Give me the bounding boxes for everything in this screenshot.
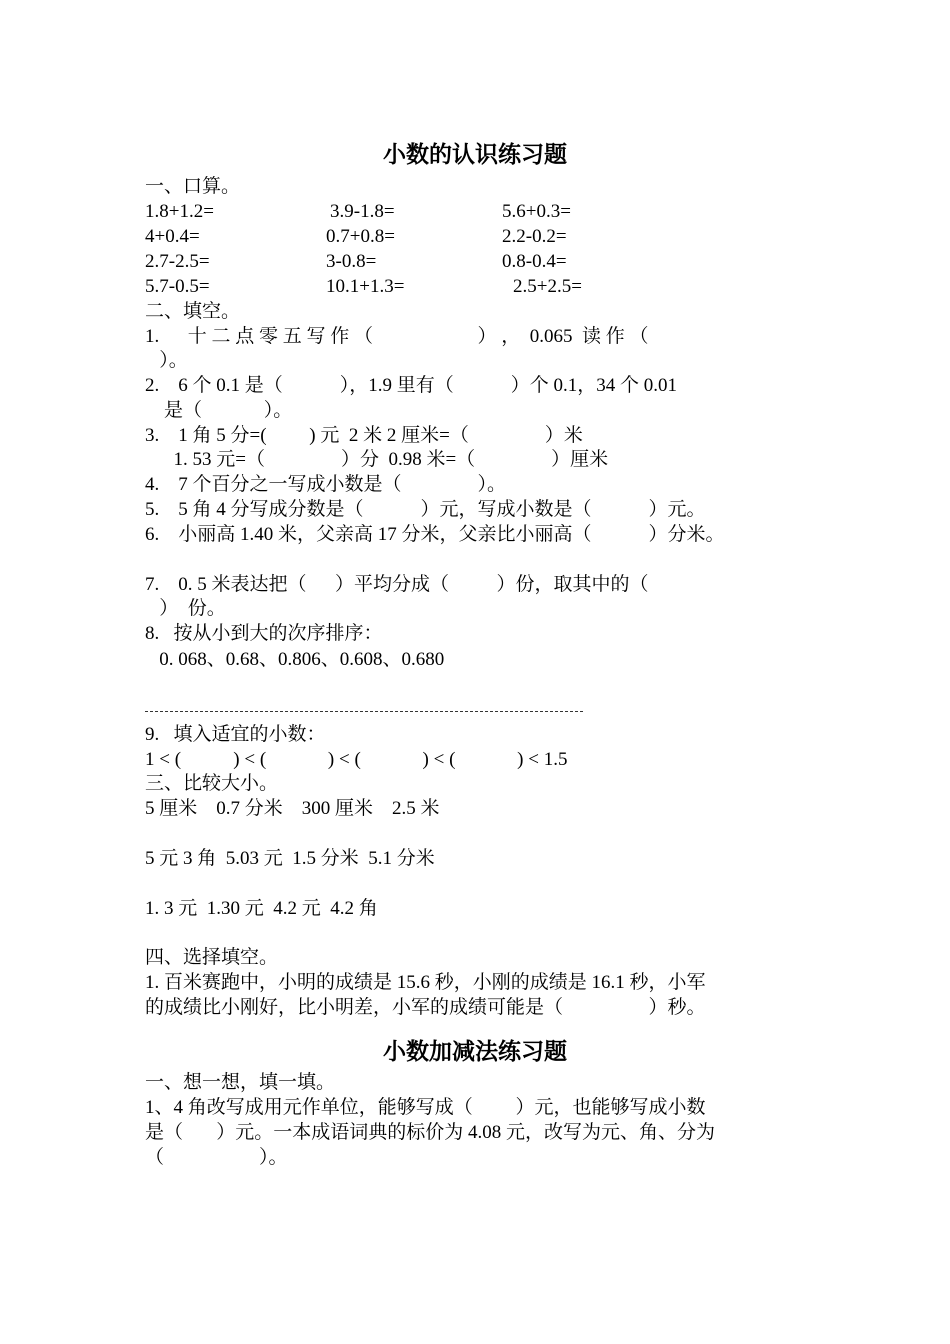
part2-q1-line1: 1、4 角改写成用元作单位，能够写成（ ）元，也能够写成小数 [145, 1097, 706, 1118]
title-decimal-add-subtract: 小数加减法练习题 [383, 1039, 567, 1064]
section3-heading: 三、比较大小。 [145, 773, 279, 794]
part2-q1-line2: 是（ ）元。一本成语词典的标价为 4.08 元，改写为元、角、分为 [145, 1122, 716, 1143]
fill-q8: 8. 按从小到大的次序排序： [145, 623, 383, 644]
fill-q3-line2: 1. 53 元=（ ）分 0.98 米=（ ）厘米 [145, 449, 609, 470]
compare-row-1: 5 厘米 0.7 分米 300 厘米 2.5 米 [145, 798, 440, 819]
oral-calc-item: 0.8-0.4= [502, 251, 567, 272]
choice-q1-line1: 1. 百米赛跑中，小明的成绩是 15.6 秒，小刚的成绩是 16.1 秒，小军 [145, 972, 706, 993]
part2-heading: 一、想一想，填一填。 [145, 1072, 336, 1093]
section2-heading: 二、填空。 [145, 301, 241, 322]
fill-q7-line1: 7. 0. 5 米表达把（ ）平均分成（ ）份，取其中的（ [145, 574, 649, 595]
oral-calc-item: 1.8+1.2= [145, 201, 214, 222]
oral-calc-item: 3.9-1.8= [330, 201, 395, 222]
compare-row-3: 1. 3 元 1.30 元 4.2 元 4.2 角 [145, 898, 378, 919]
fill-q9: 9. 填入适宜的小数： [145, 724, 326, 745]
fill-q4: 4. 7 个百分之一写成小数是（ ）。 [145, 474, 507, 495]
choice-q1-line2: 的成绩比小刚好，比小明差，小军的成绩可能是（ ）秒。 [145, 997, 706, 1018]
oral-calc-item: 2.7-2.5= [145, 251, 210, 272]
fill-q2-line2: 是（ ）。 [145, 400, 293, 421]
fill-q9-sequence: 1 < ( ) < ( ) < ( ) < ( ) < 1.5 [145, 749, 568, 770]
fill-q1-line1: 1. 十 二 点 零 五 写 作 （ ） ， 0.065 读 作 （ [145, 326, 649, 347]
oral-calc-item: 3-0.8= [326, 251, 377, 272]
oral-calc-item: 2.5+2.5= [513, 276, 582, 297]
oral-calc-item: 5.7-0.5= [145, 276, 210, 297]
fill-q1-line2: ）。 [145, 350, 188, 371]
dashed-divider [145, 711, 583, 712]
oral-calc-item: 0.7+0.8= [326, 226, 395, 247]
fill-q5: 5. 5 角 4 分写成分数是（ ）元，写成小数是（ ）元。 [145, 499, 706, 520]
compare-row-2: 5 元 3 角 5.03 元 1.5 分米 5.1 分米 [145, 848, 435, 869]
part2-q1-line3: （ ）。 [145, 1147, 288, 1168]
title-decimal-recognition: 小数的认识练习题 [383, 142, 567, 167]
oral-calc-item: 4+0.4= [145, 226, 200, 247]
section4-heading: 四、选择填空。 [145, 947, 279, 968]
fill-q7-line2: ） 份。 [145, 598, 226, 619]
oral-calc-item: 5.6+0.3= [502, 201, 571, 222]
oral-calc-item: 10.1+1.3= [326, 276, 405, 297]
fill-q6: 6. 小丽高 1.40 米，父亲高 17 分米，父亲比小丽高（ ）分米。 [145, 524, 725, 545]
fill-q2-line1: 2. 6 个 0.1 是（ ），1.9 里有（ ）个 0.1，34 个 0.01 [145, 375, 678, 396]
section1-heading: 一、口算。 [145, 176, 241, 197]
oral-calc-item: 2.2-0.2= [502, 226, 567, 247]
fill-q8-sequence: 0. 068、0.68、0.806、0.608、0.680 [145, 649, 445, 670]
fill-q3-line1: 3. 1 角 5 分=( ) 元 2 米 2 厘米=（ ）米 [145, 425, 583, 446]
